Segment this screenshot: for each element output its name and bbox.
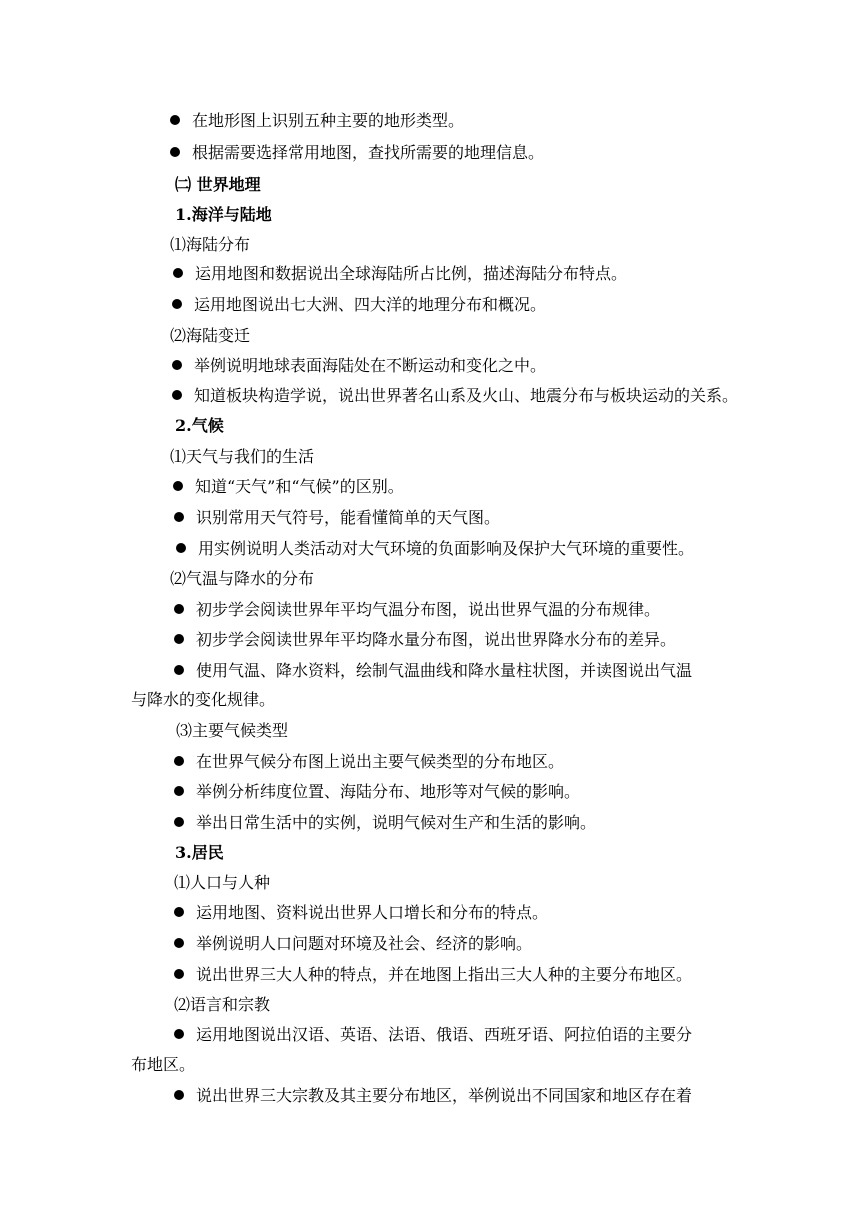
bullet-icon [173,268,183,278]
line-text: ㈡ 世界地理 [175,175,261,194]
bullet-icon [170,147,180,157]
line-text: 1.海洋与陆地 [175,205,272,224]
subsection-heading [170,447,314,467]
bullet-item [176,539,694,559]
line-text: ⑴人口与人种 [174,873,271,892]
bullet-icon [174,634,184,644]
line-text: 运用地图和数据说出全球海陆所占比例，描述海陆分布特点。 [195,264,628,283]
bullet-item [174,1086,692,1106]
bullet-icon [174,1090,184,1100]
line-text: 说出世界三大人种的特点，并在地图上指出三大人种的主要分布地区。 [196,965,693,984]
bullet-item [170,143,544,163]
line-text: 举例说明人口问题对环境及社会、经济的影响。 [196,934,533,953]
continuation-text [131,690,275,710]
section-heading [175,416,224,436]
line-text: 运用地图说出七大洲、四大洋的地理分布和概况。 [194,295,547,314]
line-text: ⑵海陆变迁 [170,326,251,345]
bullet-icon [176,543,186,553]
bullet-item [174,752,564,772]
bullet-icon [174,786,184,796]
bullet-icon [174,604,184,614]
line-text: 说出世界三大宗教及其主要分布地区，举例说出不同国家和地区存在着 [196,1086,693,1105]
line-text: 3.居民 [175,843,224,862]
bullet-item [170,111,464,131]
bullet-item [174,600,660,620]
continuation-text [131,1055,195,1075]
bullet-item [174,1025,692,1045]
line-text: 初步学会阅读世界年平均气温分布图，说出世界气温的分布规律。 [196,600,661,619]
bullet-item [173,477,404,497]
line-text: 知道板块构造学说，说出世界著名山系及火山、地震分布与板块运动的关系。 [194,386,739,405]
subsection-heading [174,873,270,893]
line-text: 运用地图说出汉语、英语、法语、俄语、西班牙语、阿拉伯语的主要分 [196,1025,693,1044]
line-text: 运用地图、资料说出世界人口增长和分布的特点。 [196,903,549,922]
bullet-item [174,903,548,923]
bullet-icon [174,1029,184,1039]
bullet-icon [173,481,183,491]
subsection-heading [174,995,270,1015]
bullet-icon [174,512,184,522]
line-text: 识别常用天气符号，能看懂简单的天气图。 [196,508,501,527]
line-text: 用实例说明人类活动对大气环境的负面影响及保护大气环境的重要性。 [198,539,695,558]
line-text: 根据需要选择常用地图，查找所需要的地理信息。 [192,143,545,162]
bullet-item [174,934,532,954]
bullet-item [172,386,738,406]
bullet-icon [172,299,182,309]
line-text: 初步学会阅读世界年平均降水量分布图，说出世界降水分布的差异。 [196,630,677,649]
line-text: ⑵气温与降水的分布 [170,569,315,588]
bullet-item [174,508,500,528]
line-text: 在世界气候分布图上说出主要气候类型的分布地区。 [196,752,565,771]
bullet-item [174,630,676,650]
bullet-icon [172,390,182,400]
bullet-item [174,661,692,681]
subsection-heading [170,326,250,346]
bullet-item [172,295,546,315]
line-text: 举出日常生活中的实例，说明气候对生产和生活的影响。 [196,813,597,832]
line-text: 2.气候 [175,416,224,435]
bullet-icon [170,115,180,125]
line-text: 在地形图上识别五种主要的地形类型。 [192,111,465,130]
subsection-heading [170,569,314,589]
subsection-heading [170,235,250,255]
section-heading [175,205,272,225]
bullet-icon [172,360,182,370]
bullet-icon [174,907,184,917]
bullet-icon [174,938,184,948]
line-text: 举例说明地球表面海陆处在不断运动和变化之中。 [194,356,547,375]
line-text: 举例分析纬度位置、海陆分布、地形等对气候的影响。 [196,782,581,801]
bullet-item [172,356,546,376]
bullet-item [174,782,580,802]
bullet-icon [174,969,184,979]
section-heading [175,843,224,863]
line-text: 与降水的变化规律。 [131,690,276,709]
bullet-icon [174,665,184,675]
line-text: ⑶主要气候类型 [176,721,289,740]
line-text: 知道“天气”和“气候”的区别。 [195,477,404,496]
line-text: 使用气温、降水资料，绘制气温曲线和降水量柱状图，并读图说出气温 [196,661,693,680]
bullet-item [174,965,692,985]
bullet-icon [174,756,184,766]
line-text: 布地区。 [131,1055,196,1074]
line-text: ⑴天气与我们的生活 [170,447,315,466]
bullet-item [174,813,596,833]
line-text: ⑴海陆分布 [170,235,251,254]
part-heading [175,175,261,195]
subsection-heading [176,721,288,741]
bullet-icon [174,817,184,827]
bullet-item [173,264,627,284]
line-text: ⑵语言和宗教 [174,995,271,1014]
